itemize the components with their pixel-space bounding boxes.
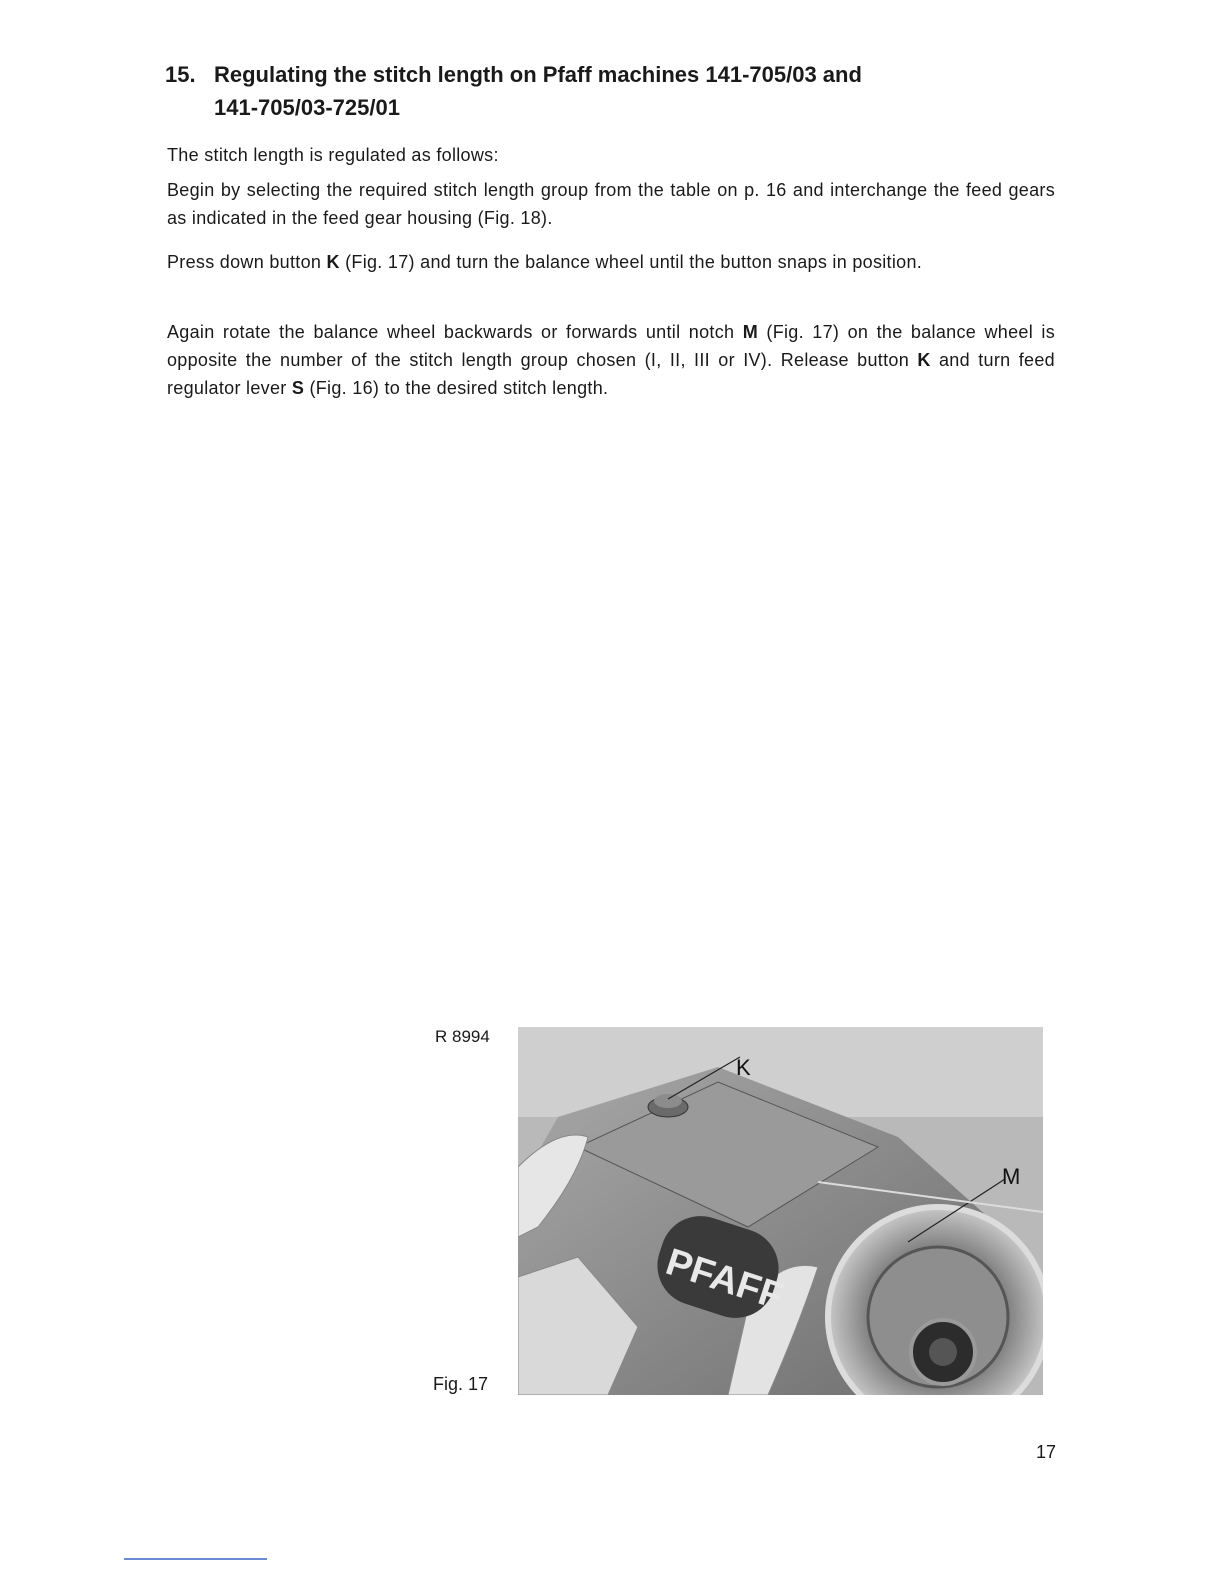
figure-photo (518, 1027, 1043, 1395)
figure-caption: Fig. 17 (433, 1374, 489, 1394)
press-button-paragraph: Press down button K (Fig. 17) and turn the balance wheel until the button snaps in position. (167, 252, 923, 272)
figure-reference: R 8994 (435, 1027, 490, 1046)
footer-rule (124, 1558, 267, 1560)
notch-m-ref: M (742, 322, 759, 342)
label-k: K (736, 1055, 751, 1080)
label-m: M (1002, 1164, 1021, 1189)
rotate-wheel-paragraph: Again rotate the balance wheel backwards or forwards until notch M (Fig. 17) on the balance wheel is opposite the number of the stitch length group chosen (I, II, III or IV). Release button K and turn feed regulator lever S (Fig. 16) to the desired stitch length. (167, 322, 1056, 398)
intro-paragraph: The stitch length is regulated as follows: (167, 145, 499, 165)
pfaff-logo: PFAFF (660, 1241, 789, 1319)
section-heading (165, 58, 1065, 124)
page-number: 17 (1036, 1442, 1057, 1462)
lever-s-ref: S (291, 378, 305, 398)
sewing-machine-photo (518, 1027, 1043, 1395)
button-k-ref: K (917, 350, 931, 370)
section-number: 15. (165, 62, 196, 87)
heading-line-2: 141-705/03-725/01 (214, 95, 400, 120)
button-k-ref: K (326, 252, 340, 272)
select-group-paragraph: Begin by selecting the required stitch length group from the table on p. 16 and interchange the feed gears as indicated in the feed gear housing (Fig. 18). (167, 180, 1055, 228)
heading-line-1: Regulating the stitch length on Pfaff machines 141-705/03 and (214, 62, 862, 87)
